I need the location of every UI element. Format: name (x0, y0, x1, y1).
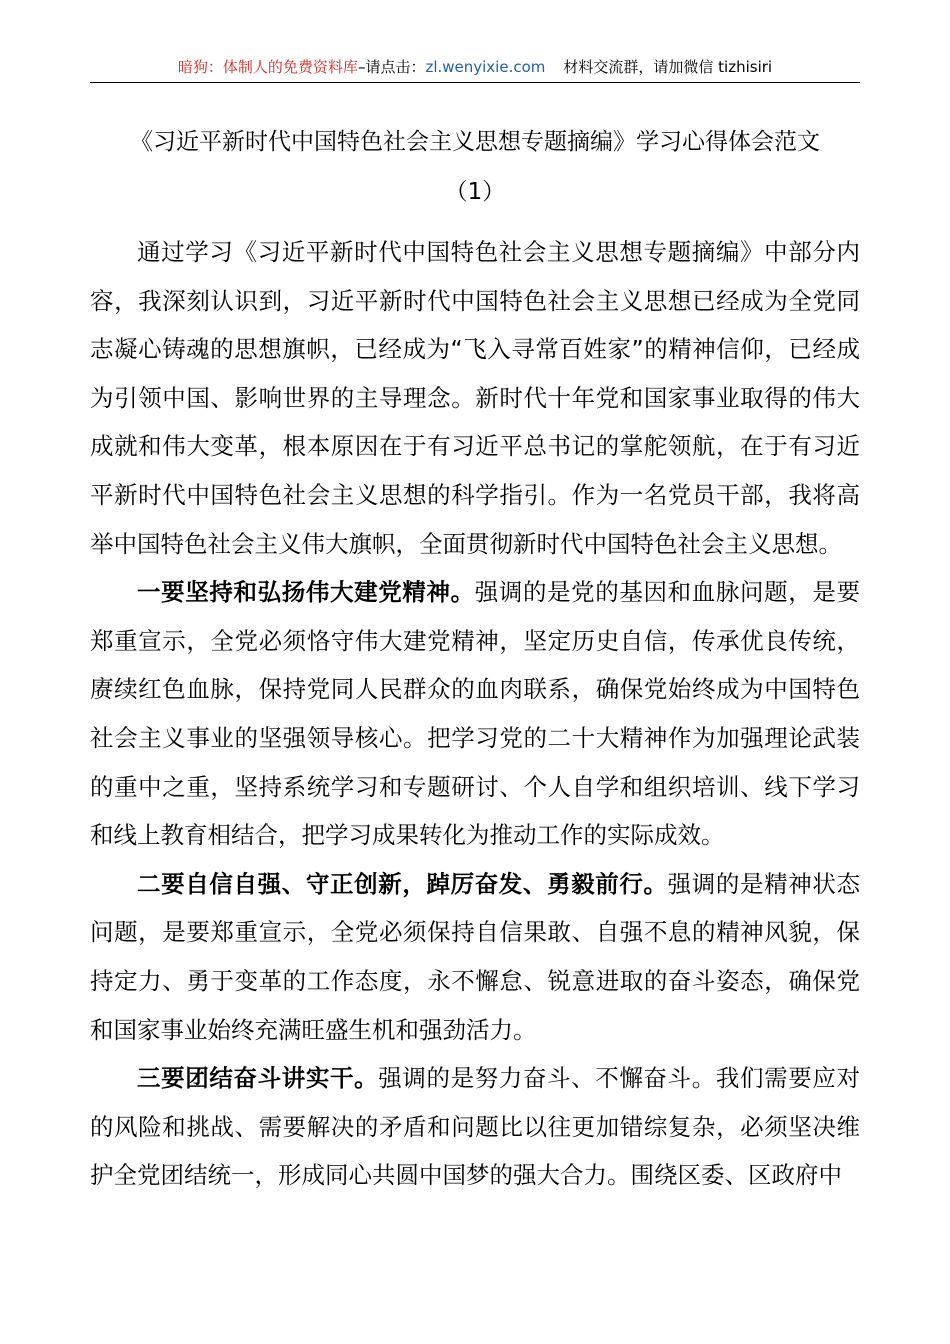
paragraph-lead: 三要团结奋斗讲实干。 (137, 1064, 379, 1093)
paragraph-text: 强调的是精神状态问题，是要郑重宣示，全党必须保持自信果敢、自强不息的精神风貌，保持定力、勇于变革的工作态度，永不懈怠、锐意进取的奋斗姿态，确保党和国家事业始终充满旺盛生机和强劲活力。 (90, 869, 861, 1044)
paragraph-point-2 (90, 860, 860, 1054)
document-title-number: （1） (444, 179, 506, 205)
paragraph-lead: 二要自信自强、守正创新，踔厉奋发、勇毅前行。 (137, 869, 668, 898)
page-header (90, 52, 860, 83)
paragraph-text: 通过学习《习近平新时代中国特色社会主义思想专题摘编》中部分内容，我深刻认识到，习近平新时代中国特色社会主义思想已经成为全党同志凝心铸魂的思想旗帜，已经成为“飞入寻常百姓家”的精神信仰，已经成为引领中国、影响世界的主导理念。新时代十年党和国家事业取得的伟大成就和伟大变革，根本原因在于有习近平总书记的掌舵领航，在于有习近平新时代中国特色社会主义思想的科学指引。作为一名党员干部，我将高举中国特色社会主义伟大旗帜，全面贯彻新时代中国特色社会主义思想。 (90, 238, 860, 558)
paragraph-point-3 (90, 1054, 860, 1200)
paragraph-text: 强调的是努力奋斗、不懈奋斗。我们需要应对的风险和挑战、需要解决的矛盾和问题比以往更加错综复杂，必须坚决维护全党团结统一，形成同心共圆中国梦的强大合力。围绕区委、区政府中 (90, 1064, 861, 1190)
document-title: 《习近平新时代中国特色社会主义思想专题摘编》学习心得体会范文 (130, 129, 820, 155)
header-site-name: 暗狗：体制人的免费资料库 (177, 58, 358, 76)
header-click-prompt: –请点击： (357, 58, 426, 76)
paragraph-lead: 一要坚持和弘扬伟大建党精神。 (137, 578, 475, 607)
paragraph-point-1 (90, 568, 860, 860)
header-url-link[interactable]: zl.wenyixie.com (425, 58, 546, 76)
paragraph-intro (90, 228, 860, 568)
paragraph-text: 强调的是党的基因和血脉问题，是要郑重宣示，全党必须恪守伟大建党精神，坚定历史自信，传承优良传统，赓续红色血脉，保持党同人民群众的血肉联系，确保党始终成为中国特色社会主义事业的坚强领导核心。把学习党的二十大精神作为加强理论武装的重中之重，坚持系统学习和专题研讨、个人自学和组织培训、线下学习和线上教育相结合，把学习成果转化为推动工作的实际成效。 (90, 578, 861, 850)
header-wechat-note: 材料交流群，请加微信 tizhisiri (563, 58, 773, 76)
document-body (90, 228, 860, 1200)
